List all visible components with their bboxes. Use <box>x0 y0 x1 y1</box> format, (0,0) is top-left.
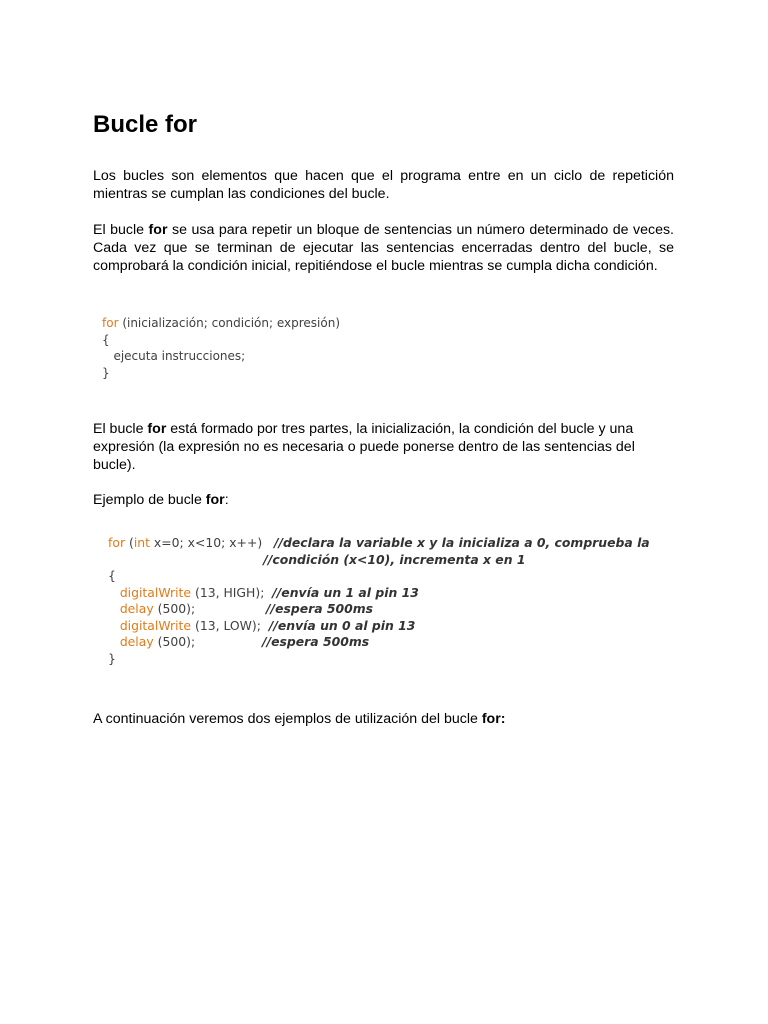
page-title: Bucle for <box>93 111 198 138</box>
code-function: digitalWrite <box>108 584 192 600</box>
code-close-brace: } <box>108 650 116 666</box>
syntax-code-block <box>102 315 340 381</box>
para2-post: se usa para repetir un bloque de sentencias un número determinado de veces. Cada vez que se terminan de ejecutar las sentencias encerradas dentro del bucle, se comprobará la condición inicial, repitiéndose el bucle mientras se cumpla dicha condición. <box>93 222 674 274</box>
for-parts-paragraph <box>93 420 674 474</box>
code-text: (500); <box>153 634 263 649</box>
para4-pre: Ejemplo de bucle <box>93 492 206 508</box>
example-heading <box>93 491 674 509</box>
para3-post: está formado por tres partes, la inicialización, la condición del bucle y una expresión (la expresión no es necesaria o puede ponerse dentro de las sentencias del bucle). <box>93 421 635 473</box>
code-comment: //espera 500ms <box>262 634 370 649</box>
code-function: delay <box>108 634 154 649</box>
code-text: (13, HIGH); <box>191 584 273 600</box>
closing-paragraph <box>93 710 674 728</box>
code-open-brace: { <box>108 568 116 583</box>
para3-pre: El bucle <box>93 421 148 437</box>
syntax-close-brace: } <box>102 365 110 380</box>
code-keyword: for <box>108 535 126 550</box>
syntax-open-brace: { <box>102 332 110 347</box>
code-comment: //espera 500ms <box>266 601 374 616</box>
para4-bold: for <box>205 492 225 508</box>
para5-pre: A continuación veremos dos ejemplos de utilización del bucle <box>93 711 482 727</box>
syntax-header: (inicialización; condición; expresión) <box>118 316 341 330</box>
code-text: (500); <box>153 601 267 616</box>
code-text: (13, LOW); <box>191 617 269 633</box>
code-comment: //envía un 1 al pin 13 <box>272 584 419 600</box>
for-description-paragraph <box>93 221 674 275</box>
code-comment: //envía un 0 al pin 13 <box>268 617 416 633</box>
para3-bold: for <box>147 421 167 437</box>
syntax-body: ejecuta instrucciones; <box>102 349 246 363</box>
para4-post: : <box>224 492 229 508</box>
code-comment: //condición (x<10), incrementa x en 1 <box>108 551 526 567</box>
code-function: digitalWrite <box>108 617 192 633</box>
para2-pre: El bucle <box>93 222 149 238</box>
intro-paragraph <box>93 167 674 203</box>
code-comment: //declara la variable x y la inicializa a 0, comprueba la <box>273 535 650 550</box>
syntax-keyword: for <box>102 316 119 330</box>
para5-bold: for: <box>481 711 506 727</box>
code-keyword: int <box>133 535 150 550</box>
example-code-block <box>108 535 650 667</box>
code-function: delay <box>108 601 154 616</box>
intro-text: Los bucles son elementos que hacen que el programa entre en un ciclo de repetición mientras se cumplan las condiciones del bucle. <box>93 168 674 202</box>
code-text: x=0; x<10; x++) <box>149 535 274 550</box>
para2-bold: for <box>148 222 168 238</box>
code-text: ( <box>125 535 134 550</box>
